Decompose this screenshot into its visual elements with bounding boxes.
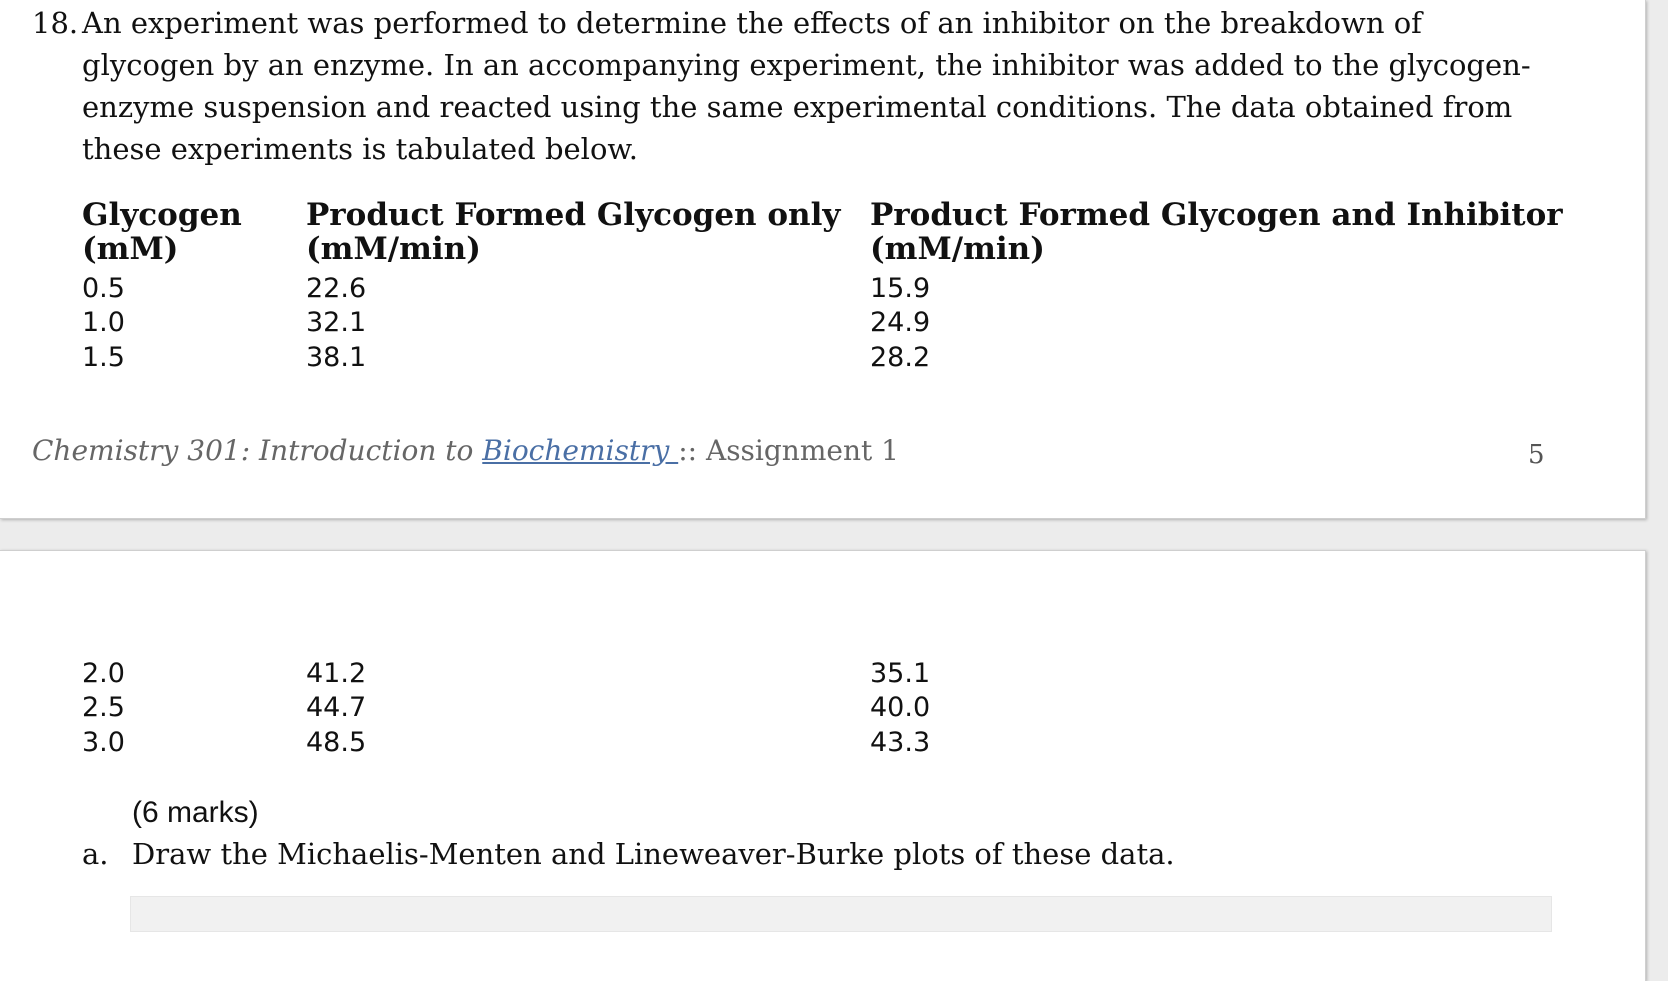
table-cell: 48.5	[306, 727, 367, 758]
subquestion-letter: a.	[82, 837, 109, 871]
header-glycogen-inhibitor: Product Formed Glycogen and Inhibitor	[870, 197, 1563, 233]
table-cell: 0.5	[82, 273, 125, 304]
footer-assignment: Assignment 1	[705, 434, 899, 467]
table-cell: 2.0	[82, 658, 125, 689]
header-glycogen: Glycogen	[82, 197, 242, 233]
table-cell: 43.3	[870, 727, 931, 758]
question-text: An experiment was performed to determine the effects of an inhibitor on the breakdown of glycogen by an enzyme. In an accompanying experiment, the inhibitor was added to the glycogen-enzyme suspension and reacted using the same experimental conditions. The data obtained from these experiments is tabulated below.	[82, 6, 1531, 166]
footer-separator: ::	[678, 434, 706, 467]
marks-label: (6 marks)	[132, 796, 259, 829]
footer-link[interactable]: Biochemistry	[482, 434, 679, 467]
table-cell: 41.2	[306, 658, 367, 689]
table-cell: 3.0	[82, 727, 125, 758]
table-cell: 1.5	[82, 342, 125, 373]
table-cell: 35.1	[870, 658, 931, 689]
table-cell: 44.7	[306, 692, 367, 723]
table-cell: 1.0	[82, 307, 125, 338]
table-cell: 28.2	[870, 342, 931, 373]
answer-field[interactable]	[130, 896, 1552, 932]
page-footer	[32, 434, 899, 467]
table-cell: 32.1	[306, 307, 367, 338]
table-cell: 15.9	[870, 273, 931, 304]
table-cell: 38.1	[306, 342, 367, 373]
subquestion-text: Draw the Michaelis-Menten and Lineweaver-Burke plots of these data.	[132, 837, 1175, 871]
header-glycogen-only-unit: (mM/min)	[306, 231, 481, 267]
table-cell: 40.0	[870, 692, 931, 723]
table-cell: 22.6	[306, 273, 367, 304]
header-glycogen-inhibitor-unit: (mM/min)	[870, 231, 1045, 267]
header-glycogen-unit: (mM)	[82, 231, 179, 267]
question-number: 18.	[32, 6, 79, 40]
table-cell: 24.9	[870, 307, 931, 338]
page-number: 5	[1528, 440, 1545, 470]
footer-course: Chemistry 301: Introduction to	[32, 434, 483, 467]
table-cell: 2.5	[82, 692, 125, 723]
header-glycogen-only: Product Formed Glycogen only	[306, 197, 841, 233]
